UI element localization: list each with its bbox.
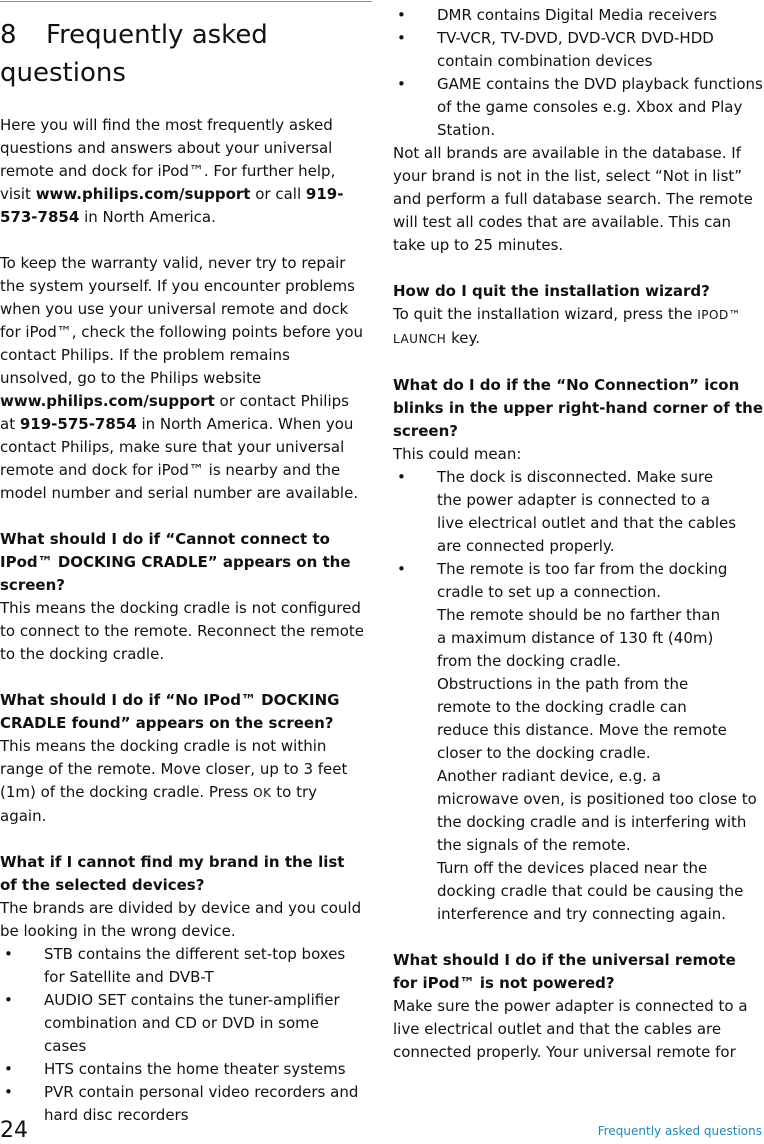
bullet-icon: • xyxy=(4,991,13,1009)
faq-question: What should I do if “Cannot connect to IPod™ DOCKING CRADLE” appears on the screen? xyxy=(0,530,351,594)
list-item-text: reduce this distance. Move the remote xyxy=(437,721,727,739)
faq-answer xyxy=(393,303,763,351)
list-item xyxy=(393,4,763,27)
intro-paragraph-2 xyxy=(0,252,366,505)
bullet-icon: • xyxy=(397,6,406,24)
list-item-text: AUDIO SET contains the tuner-amplifier combination and CD or DVD in some cases xyxy=(44,991,340,1055)
bullet-icon: • xyxy=(4,945,13,963)
faq-question: What if I cannot find my brand in the list of the selected devices? xyxy=(0,853,345,894)
page-number: 24 xyxy=(0,1118,28,1143)
faq-question xyxy=(0,689,366,735)
list-item-text: remote to the docking cradle can xyxy=(437,698,687,716)
list-item-text: cradle to set up a connection. xyxy=(437,583,661,601)
intro-text: Here you will find the most frequently asked questions and answers about your universal remote and dock for iPod™. For further help, visit xyxy=(0,116,336,203)
faq-question-line: What should I do if “No IPod™ DOCKING xyxy=(0,691,340,709)
answer-text: to try again. xyxy=(0,783,317,825)
list-item-text: TV-VCR, TV-DVD, DVD-VCR DVD-HDD contain combination devices xyxy=(437,29,714,70)
list-item xyxy=(0,1081,366,1127)
answer-text: This means the docking cradle is not within range of the remote. Move closer, up to 3 feet (1m) of the docking cradle. Press xyxy=(0,737,348,801)
faq-answer: This means the docking cradle is not configured to connect to the remote. Reconnect the remote to the docking cradle. xyxy=(0,599,364,663)
section-heading xyxy=(0,16,366,92)
right-column xyxy=(393,0,763,1087)
list-item xyxy=(0,943,366,989)
intro-text: To keep the warranty valid, never try to repair the system yourself. If you encounter problems when you use your universal remote and dock for iPod™, check the following points before you contact Philips. If the problem remains unsolved, go to the Philips website xyxy=(0,254,364,387)
phone-number: 919-573-7854 xyxy=(0,185,344,226)
support-link[interactable]: www.philips.com/support xyxy=(0,392,215,410)
answer-text: To quit the installation wizard, press the xyxy=(393,305,698,323)
faq-answer: This could mean: xyxy=(393,445,522,463)
list-item-text: Obstructions in the path from the xyxy=(437,675,689,693)
list-item-text: GAME contains the DVD playback functions of the game consoles e.g. Xbox and Play Station. xyxy=(437,75,763,139)
list-item-text: interference and try connecting again. xyxy=(437,905,727,923)
list-item-text: live electrical outlet and that the cables xyxy=(437,514,737,532)
list-item-text: DMR contains Digital Media receivers xyxy=(437,6,717,24)
intro-text: in North America. When you contact Philips, make sure that your universal remote and dock for iPod™ is nearby and the model number and serial number are available. xyxy=(0,415,359,502)
bullet-icon: • xyxy=(397,560,406,578)
bullet-icon: • xyxy=(397,29,406,47)
faq-question: What do I do if the “No Connection” icon blinks in the upper right-hand corner of the screen? xyxy=(393,376,763,440)
intro-text: or contact Philips at xyxy=(0,392,349,433)
list-item-text: docking cradle that could be causing the xyxy=(437,882,744,900)
list-item xyxy=(393,73,763,142)
list-item xyxy=(393,466,763,558)
list-item-text: the signals of the remote. xyxy=(437,836,631,854)
list-item-text: The remote should be no farther than xyxy=(437,606,721,624)
answer-text: key. xyxy=(446,329,480,347)
cause-list xyxy=(393,466,763,926)
faq-question: What should I do if the universal remote for iPod™ is not powered? xyxy=(393,951,736,992)
section-title: Frequently asked questions xyxy=(0,20,268,88)
list-item-text: the docking cradle and is interfering with xyxy=(437,813,747,831)
bullet-icon: • xyxy=(397,75,406,93)
faq-question: How do I quit the installation wizard? xyxy=(393,282,710,300)
faq-answer: The brands are divided by device and you could be looking in the wrong device. xyxy=(0,899,362,940)
list-item-text: HTS contains the home theater systems xyxy=(44,1060,346,1078)
faq-answer: Make sure the power adapter is connected to a live electrical outlet and that the cables are connected properly. Your universal remote for xyxy=(393,997,748,1061)
list-item-text: The dock is disconnected. Make sure xyxy=(437,468,714,486)
support-link[interactable]: www.philips.com/support xyxy=(35,185,251,203)
list-item-text: from the docking cradle. xyxy=(437,652,621,670)
left-column xyxy=(0,0,366,1127)
running-footer: Frequently asked questions xyxy=(597,1124,762,1138)
bullet-icon: • xyxy=(397,468,406,486)
intro-text: in North America. xyxy=(79,208,216,226)
key-label-ipod-launch: IPOD™ LAUNCH xyxy=(393,308,742,346)
list-item xyxy=(0,1058,366,1081)
faq-answer xyxy=(0,735,366,828)
faq-answer: Not all brands are available in the database. If your brand is not in the list, select “Not in list” and perform a full database search. The remote will test all codes that are available. This can take up to 25 minutes. xyxy=(393,144,753,254)
list-item-text: microwave oven, is positioned too close to xyxy=(437,790,757,808)
list-item-text: STB contains the different set-top boxes for Satellite and DVB-T xyxy=(44,945,346,986)
device-list-continued xyxy=(393,4,763,142)
bullet-icon: • xyxy=(4,1083,13,1101)
list-item-text: closer to the docking cradle. xyxy=(437,744,651,762)
faq-question-line: CRADLE found” appears on the screen? xyxy=(0,714,334,732)
intro-text: or call xyxy=(250,185,306,203)
list-item-text: are connected properly. xyxy=(437,537,615,555)
device-list xyxy=(0,943,366,1127)
list-item-text: The remote is too far from the docking xyxy=(437,560,728,578)
phone-number: 919-575-7854 xyxy=(19,415,137,433)
key-label-ok: OK xyxy=(253,786,272,800)
section-number: 8 xyxy=(0,20,17,50)
list-item-text: PVR contain personal video recorders and hard disc recorders xyxy=(44,1083,359,1124)
list-item-text: the power adapter is connected to a xyxy=(437,491,711,509)
list-item-text: Turn off the devices placed near the xyxy=(437,859,708,877)
list-item xyxy=(0,989,366,1058)
list-item-text: a maximum distance of 130 ft (40m) xyxy=(437,629,714,647)
list-item xyxy=(393,27,763,73)
intro-paragraph-1 xyxy=(0,114,366,229)
bullet-icon: • xyxy=(4,1060,13,1078)
list-item xyxy=(393,558,763,926)
list-item-text: Another radiant device, e.g. a xyxy=(437,767,661,785)
